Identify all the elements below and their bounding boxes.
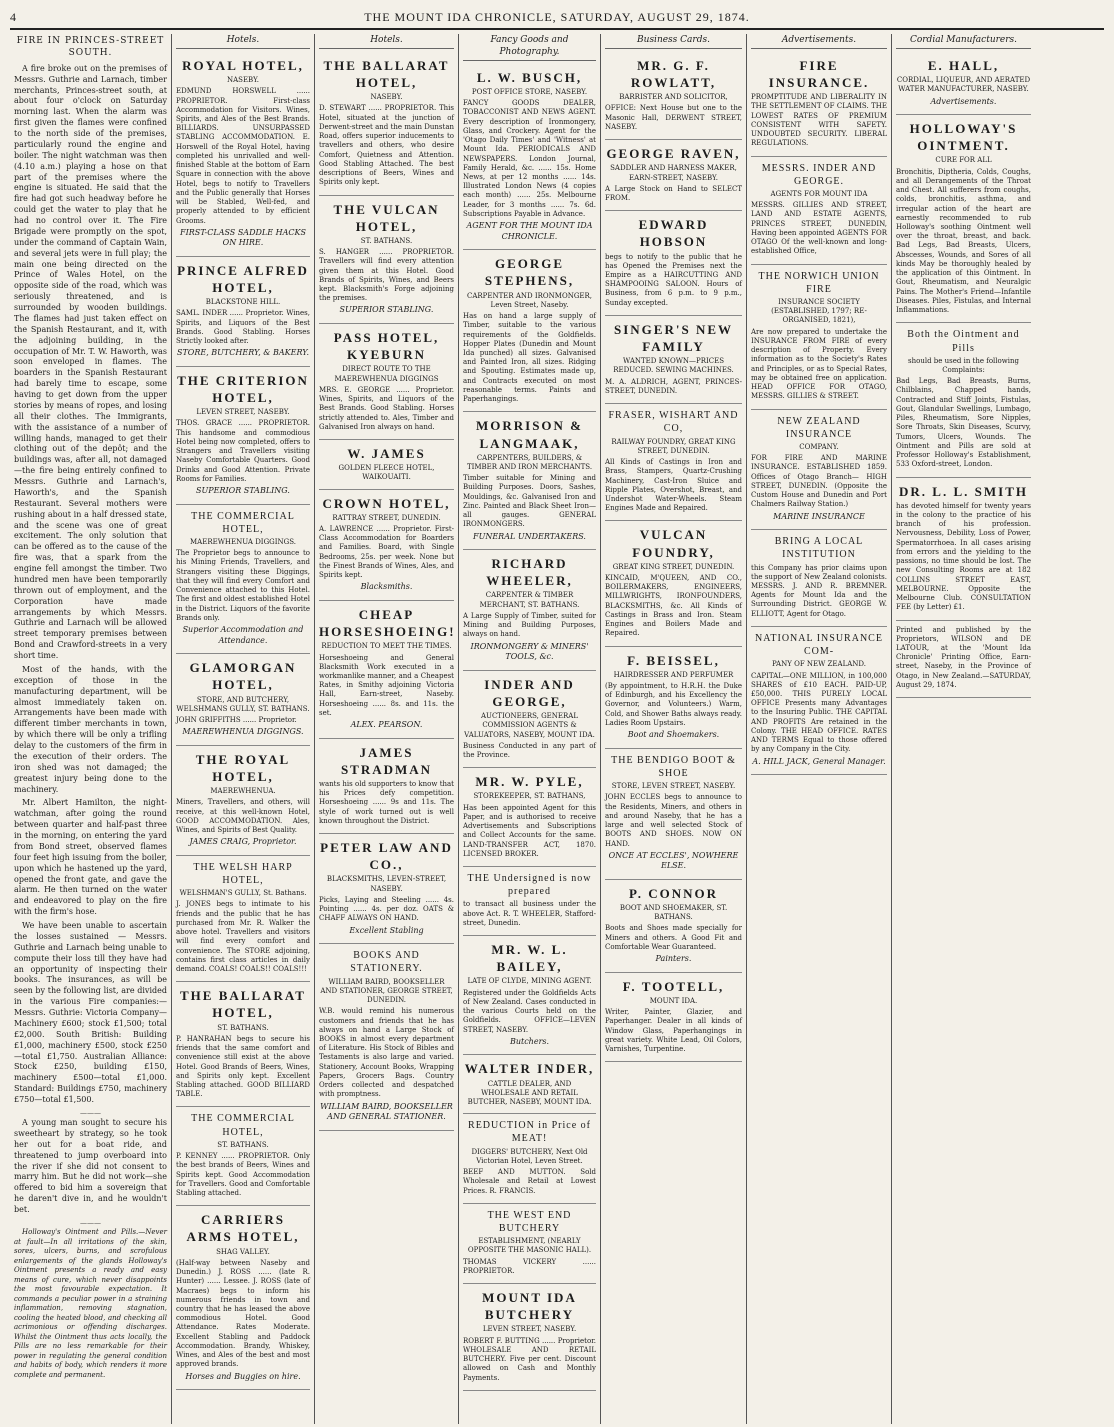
ad-body: Bad Legs, Bad Breasts, Burns, Chilblains, Chapped hands, Contracted and Stiff Joints, Fistulas, Gout, Glandular Swellings, Lumbago, Piles, Rheumatism, Sore Nipples, Sore Throats, Skin Diseases, Scurvy, Tumors, Ulcers, Wounds. The Ointment and Pills are sold at Professor Holloway's Establishment, 533 Oxford-street, London. <box>896 377 1031 469</box>
ad-subtitle: AUCTIONEERS, GENERAL COMMISSION AGENTS & VALUATORS, NASEBY, MOUNT IDA. <box>464 712 595 739</box>
advertisement <box>463 550 596 671</box>
advertisement <box>751 157 887 265</box>
ad-subtitle: STOREKEEPER, ST. BATHANS, <box>473 792 586 801</box>
ad-subtitle: BLACKSTONE HILL. <box>205 298 281 307</box>
ad-subtitle: ST. BATHANS. <box>360 236 413 245</box>
ad-body: (Half-way between Naseby and Dunedin.) J. ROSS ...... (late R. Hunter) ...... Lessee. J. ROSS (late of Macraes) begs to inform his numerous friends in town and country that he has leased the above commodious Hotel. Good Attendance. Rates Moderate. Excellent Stabling and Paddock Accommodation. Brandy, Whiskey, Wines, and Ales of the best and most approved brands. <box>176 1258 310 1369</box>
ad-subtitle: MAEREWHENUA. <box>210 787 276 796</box>
ad-body: JOHN GRIFFITHS ...... Proprietor. <box>176 716 297 724</box>
ad-body: CAPITAL—ONE MILLION, in 100,000 SHARES of £10 EACH. PAID-UP, £50,000. THIS PURELY LOCAL OFFICE Presents many Advantages to the Insuring Public. THE CAPITAL AND PROFITS Are retained in the Colony. THE HEAD OFFICE. RATES AND TERMS Equal to those offered by any Company in the City. <box>751 671 887 754</box>
advertisement <box>751 410 887 531</box>
ad-tagline: SUPERIOR STABLING. <box>196 486 290 496</box>
advertisement <box>751 52 887 157</box>
ad-title: CROWN HOTEL, <box>322 495 451 511</box>
advertisement <box>319 440 454 490</box>
ad-body: this Company has prior claims upon the support of New Zealand colonists. MESSRS. J. AND R. BREMNER. Agents for Mount Ida and the Surrounding District. GEORGE W. ELLIOTT, Agent for Otago. <box>751 563 887 618</box>
column-5 <box>601 34 747 1424</box>
ad-body: SAML. INDER ...... Proprietor. Wines, Spirits, and Liquors of the Best Brands. Good Stabling. Horses Strictly looked after. <box>176 309 310 346</box>
ad-title: SINGER'S NEW FAMILY <box>614 321 733 355</box>
ad-title: L. W. BUSCH, <box>476 69 583 85</box>
ad-subtitle: WANTED KNOWN—PRICES REDUCED. SEWING MACHINES. <box>613 357 734 375</box>
ad-title: WALTER INDER, <box>464 1061 595 1077</box>
advertisement <box>463 671 596 768</box>
ad-tagline: MAEREWHENUA DIGGINGS. <box>182 727 304 737</box>
advertisement <box>319 490 454 601</box>
advertisement <box>319 739 454 834</box>
ad-title: FIRE INSURANCE. <box>768 57 870 91</box>
ad-tagline: Excellent Stabling <box>349 925 424 935</box>
advertisement <box>896 52 1031 115</box>
ad-tagline: ALEX. PEARSON. <box>350 720 423 730</box>
ad-body: Writer, Painter, Glazier, and Paperhanger. Dealer in all kinds of Window Glass, Paperhangings in great variety. White Lead, Oil Colors, Varnishes, Turpentine. <box>605 1008 742 1054</box>
advertisement <box>463 1114 596 1204</box>
advertisement <box>176 257 310 367</box>
ad-subtitle: CURE FOR ALL <box>935 156 992 165</box>
ad-body: PROMPTITUDE AND LIBERALITY IN THE SETTLEMENT OF CLAIMS. THE LOWEST RATES OF PREMIUM CONSISTENT WITH SAFETY. UNDOUBTED SECURITY. LIBERAL REGULATIONS. <box>751 93 887 148</box>
ad-tagline: A. HILL JACK, General Manager. <box>752 756 886 766</box>
ad-title: THE CRITERION HOTEL, <box>177 372 309 406</box>
ad-body: FANCY GOODS DEALER, TOBACCONIST AND NEWS AGENT. Every description of Ironmongery, Glass, and Crockery. Agent for the 'Otago Daily Times' and 'Witness' at Mount Ida. PERIODICALS AND NEWSPAPERS. London Journal, Family Herald, &c. ...... 15s. Home News, at per 12 months ...... 14s. Illustrated London News (4 copies each month) ...... 25s. Melbourne Leader, for 3 months ...... 7s. 6d. Subscriptions Payable in Advance. <box>463 99 596 218</box>
ad-body: Picks, Laying and Steeling ...... 4s. Pointing ...... 4s. per doz. OATS & CHAFF ALWAYS ON HAND. <box>319 895 454 923</box>
ad-body: J. JONES begs to intimate to his friends and the public that he has purchased from Mr. R. Walker the above hotel. Travellers and visitors will find every comfort and convenience. The STORE adjoining, contains first class articles in daily demand. COALS! COALS!! COALS!!! <box>176 900 310 974</box>
ad-title: PRINCE ALFRED HOTEL, <box>177 262 309 296</box>
ad-body: A. LAWRENCE ...... Proprietor. First-Class Accommodation for Boarders and Families. Board, with Single Bedrooms, 25s. per week. None but the Finest Brands of Wines, Ales, and Spirits kept. <box>319 525 454 580</box>
advertisement <box>605 52 742 140</box>
ad-tagline: Boot and Shoemakers. <box>627 730 720 740</box>
advertisement <box>319 944 454 1131</box>
ad-title: THE BENDIGO BOOT & SHOE <box>611 754 736 779</box>
ad-title: INDER AND GEORGE, <box>484 676 575 709</box>
ad-subtitle: should be used in the following Complaints: <box>908 356 1019 374</box>
ad-body: P. KENNEY ...... PROPRIETOR. Only the best brands of Beers, Wines and Spirits kept. Good Accommodation for Travellers. Good and Comfortable Stabling attached. <box>176 1152 310 1198</box>
ad-subtitle: DIRECT ROUTE TO THE MAEREWHENUA DIGGINGS <box>334 365 439 383</box>
advertisement <box>463 1284 596 1391</box>
ad-subtitle: WILLIAM BAIRD, BOOKSELLER AND STATIONER, GEORGE STREET, DUNEDIN. <box>320 977 453 1005</box>
ad-body: Timber suitable for Mining and Building Purposes. Doors, Sashes, Mouldings, &c. Galvanised Iron and Zinc. Painted and Black Sheet Iron—all gauges. GENERAL IRONMONGERS. <box>463 474 596 529</box>
column-3 <box>315 34 459 1424</box>
advertisement <box>176 52 310 257</box>
advertisement <box>176 746 310 856</box>
article-paragraph: We have been unable to ascertain the losses sustained — Messrs. Guthrie and Larnach being unable to compute their loss till they have had an opportunity of inspecting their books. The insurances, as will be seen by the following list, are divided in the various Fire companies:—Messrs. Guthrie: Victoria Company—Machinery £600; stock £1,500; total £2,000. South British: Building £1,000, machinery £500, stock £250—total £1,750. Australian Alliance: Stock £250, building £150, machinery £500—total £1,000. Standard: Buildings £750, machinery £750—total £1,500. <box>14 921 167 1104</box>
ad-title: DR. L. L. SMITH <box>899 483 1028 499</box>
column-header: Hotels. <box>176 35 310 49</box>
ad-subtitle: ST. BATHANS. <box>217 1023 269 1032</box>
advertisement <box>896 478 1031 621</box>
ad-title: HOLLOWAY'S OINTMENT. <box>909 121 1018 154</box>
ad-subtitle: NASEBY. <box>226 76 260 85</box>
advertisement <box>605 316 742 404</box>
advertisement <box>319 834 454 944</box>
ad-title: GEORGE STEPHENS, <box>484 256 575 289</box>
advertisement <box>751 530 887 627</box>
ad-list <box>319 52 454 1131</box>
ad-subtitle: MAEREWHENUA DIGGINGS. <box>189 538 297 547</box>
ad-subtitle: REDUCTION TO MEET THE TIMES. <box>321 642 452 651</box>
ad-title: P. CONNOR <box>628 885 719 901</box>
advertisement <box>463 867 596 936</box>
ad-list <box>176 52 310 1390</box>
ad-title: E. HALL, <box>927 57 1000 73</box>
ad-title: THE BALLARAT HOTEL, <box>180 988 306 1021</box>
ad-subtitle: BLACKSMITHS, LEVEN-STREET, NASEBY. <box>326 875 447 893</box>
page-number: 4 <box>10 9 17 24</box>
ad-title: THE WEST END BUTCHERY <box>487 1209 572 1234</box>
advertisement <box>751 265 887 410</box>
column-header: Advertisements. <box>751 35 887 49</box>
article-paragraph: A young man sought to secure his sweetheart by strategy, so he took her out for a boat ride, and threatened to jump overboard into the river if she did not consent to marry him. But he did not work—she offered to bid him a sovereign that he daren't dive in, and he wouldn't bet. <box>14 1118 167 1215</box>
advertisement <box>751 627 887 775</box>
ad-title: THE COMMERCIAL HOTEL, <box>191 510 295 535</box>
ad-body: Has on hand a large supply of Timber, suitable to the various requirements of the Goldfields. Hopper Plates (Dunedin and Mount Ida punched) all sizes. Galvanised and Painted Iron, all sizes. Ridging and Spouting. Estimates made up, and Contracts executed on most reasonable terms. Paints and Paperhangings. <box>463 312 596 404</box>
article-headline: FIRE IN PRINCES-STREET SOUTH. <box>16 36 165 58</box>
ad-title: THE ROYAL HOTEL, <box>195 751 291 784</box>
ad-tagline: Painters. <box>655 954 692 964</box>
advertisement <box>896 323 1031 477</box>
ad-body: OFFICE: Next House but one to the Masonic Hall, DERWENT STREET, NASEBY. <box>605 104 742 131</box>
ad-body: P. HANRAHAN begs to secure his friends that the same comfort and convenience still exist at the above Hotel. Good Brands of Beers, Wines, and Spirits only kept. Excellent Stabling attached. GOOD BILLIARD TABLE. <box>176 1034 310 1099</box>
ad-subtitle: ST. BATHANS. <box>217 1140 269 1149</box>
advertisement <box>605 880 742 973</box>
advertisement <box>463 412 596 550</box>
ad-body: MESSRS. GILLIES AND STREET, LAND AND ESTATE AGENTS, PRINCES STREET, DUNEDIN, Having been appointed AGENTS FOR OTAGO Of the well-known and long-established Office, <box>751 201 887 256</box>
ad-body: wants his old supporters to know that his Prices defy competition. Horseshoeing ...... 9s and 11s. The style of work turned out is well known throughout the District. <box>319 780 454 825</box>
ad-title: GLAMORGAN HOTEL, <box>189 660 297 693</box>
advertisement <box>896 621 1031 699</box>
ad-body: Business Conducted in any part of the Province. <box>463 741 596 759</box>
advertisement <box>463 768 596 867</box>
ad-title: GEORGE RAVEN, <box>606 146 741 162</box>
advertisement <box>605 521 742 646</box>
ad-body: THOMAS VICKERY ...... PROPRIETOR. <box>463 1257 596 1275</box>
advertisement <box>463 1055 596 1114</box>
ad-subtitle: MOUNT IDA. <box>649 996 698 1005</box>
advertisement <box>463 64 596 251</box>
advertisement <box>605 647 742 749</box>
ad-subtitle: NASEBY. <box>370 93 403 102</box>
ad-subtitle: GOLDEN FLEECE HOTEL, WAIKOUAITI. <box>338 464 435 482</box>
ad-subtitle: DIGGERS' BUTCHERY, Next Old Victorian Hotel, Leven Street. <box>471 1147 588 1165</box>
ad-title: THE COMMERCIAL HOTEL, <box>191 1113 295 1138</box>
ad-body: THOS. GRACE ...... PROPRIETOR. This handsome and commodious Hotel being now completed, offers to Strangers and Travellers visiting Naseby Comfortable Quarters. Good Drinks and Good Attention. Private Rooms for Families. <box>176 419 310 483</box>
advertisement <box>176 1206 310 1390</box>
ad-subtitle: LEVEN STREET, NASEBY. <box>482 1325 577 1334</box>
ad-title: VULCAN FOUNDRY, <box>632 527 715 560</box>
advertisement <box>176 982 310 1107</box>
ad-title: MR. W. L. BAILEY, <box>491 942 568 975</box>
ad-subtitle: CARPENTERS, BUILDERS, & TIMBER AND IRON MERCHANTS. <box>466 453 593 471</box>
ad-subtitle: STORE, AND BUTCHERY, WELSHMANS GULLY, ST. BATHANS. <box>176 695 310 713</box>
ad-body: Are now prepared to undertake the INSURANCE FROM FIRE of every description of Property. Every information as to the Society's Rates and Principles, or as to Special Rates, may be obtained free on application. HEAD OFFICE FOR OTAGO, MESSRS. GILLIES & STREET. <box>751 327 887 401</box>
ad-subtitle: AGENTS FOR MOUNT IDA <box>770 189 868 198</box>
advertisement <box>463 1204 596 1284</box>
ad-tagline: AGENT FOR THE MOUNT IDA CHRONICLE. <box>466 221 593 241</box>
ad-body: All Kinds of Castings in Iron and Brass, Stampers, Quartz-Crushing Machinery, Cast-Iron Sluice and Ripple Plates, Overshot, Breast, and Undershot Water-Wheels. Steam Engines Made and Repaired. <box>605 458 742 513</box>
ad-subtitle: POST OFFICE STORE, NASEBY. <box>471 87 588 96</box>
advertisement <box>176 654 310 746</box>
ad-title: BRING A LOCAL INSTITUTION <box>774 536 864 561</box>
ad-title: THE VULCAN HOTEL, <box>333 201 440 234</box>
ad-title: REDUCTION in Price of MEAT! <box>468 1120 591 1145</box>
ad-subtitle: WELSHMAN'S GULLY, St. Bathans. <box>179 889 307 898</box>
ad-title: THE NORWICH UNION FIRE <box>758 270 880 295</box>
ad-subtitle: GREAT KING STREET, DUNEDIN. <box>612 562 735 571</box>
ad-tagline: STORE, BUTCHERY, & BAKERY. <box>176 348 310 358</box>
ad-title: ROYAL HOTEL, <box>182 57 304 73</box>
ad-body: KINCAID, M'QUEEN, AND CO., BOILERMAKERS, ENGINEERS, MILLWRIGHTS, IRONFOUNDERS, BLACKSMITHS, &c. All Kinds of Castings in Brass and Iron. Steam Engines and Boilers Made and Repaired. <box>605 573 742 638</box>
ad-body: Registered under the Goldfields Acts of New Zealand. Cases conducted in the various Courts held on the Goldfields. OFFICE—LEVEN STREET, NASEBY. <box>463 988 596 1034</box>
ad-body: S. HANGER ...... PROPRIETOR. Travellers will find every attention given them at this Hotel. Good Brands of Spirits, Wines, and Beers kept. Blacksmith's Forge adjoining the premises. <box>319 248 454 303</box>
advertisement <box>176 1107 310 1206</box>
divider: ——— <box>80 1218 101 1227</box>
ad-title: F. TOOTELL, <box>622 978 725 994</box>
column-header: Business Cards. <box>605 35 742 49</box>
advertisement <box>176 505 310 655</box>
ad-title: CARRIERS ARMS HOTEL, <box>186 1212 300 1245</box>
ad-tagline: MARINE INSURANCE <box>773 511 865 521</box>
ad-title: PETER LAW AND CO., <box>320 840 453 873</box>
advertisement <box>605 404 742 521</box>
ad-subtitle: PANY OF NEW ZEALAND. <box>771 660 866 669</box>
ad-body: JOHN ECCLES begs to announce to the Residents, Miners, and others in and around Naseby, that he has a large and well selected Stock of BOOTS AND SHOES. NOW ON HAND. <box>605 793 742 848</box>
column-7 <box>892 34 1035 1424</box>
ad-list <box>896 52 1031 698</box>
ad-body: A Large Stock on Hand to SELECT FROM. <box>605 184 742 202</box>
ad-tagline: FIRST-CLASS SADDLE HACKS ON HIRE. <box>180 227 306 248</box>
ad-tagline: Advertisements. <box>930 96 997 106</box>
ad-subtitle: INSURANCE SOCIETY (ESTABLISHED, 1797; RE-ORGANISED, 1821), <box>771 297 867 325</box>
advertisement <box>463 936 596 1055</box>
ad-title: F. BEISSEL, <box>627 652 720 668</box>
ad-body: M. A. ALDRICH, AGENT, PRINCES-STREET, DUNEDIN. <box>605 377 742 395</box>
ad-body: MRS. E. GEORGE ...... Proprietor. Wines, Spirits, and Liquors of the Best Brands. Good Stabling. Horses strictly attended to. Ales, Timber and Galvanised Iron always on hand. <box>319 385 454 431</box>
advertisement <box>319 324 454 440</box>
ad-tagline: Horses and Buggies on hire. <box>185 1371 301 1381</box>
masthead-title: THE MOUNT IDA CHRONICLE, SATURDAY, AUGUST 29, 1874. <box>364 9 750 24</box>
ad-body: Boots and Shoes made specially for Miners and others. A Good Fit and Comfortable Wear Guaranteed. <box>605 924 742 951</box>
ad-list <box>751 52 887 775</box>
article-paragraph: A fire broke out on the premises of Messrs. Guthrie and Larnach, timber merchants, Princes-street south, at about four o'clock on Saturday morning last. When the alarm was first given the flames were confined to the north side of the premises, particularly round the engine and boiler. The night watchman was then (4.10 a.m.) playing a hose on that part of the premises where the engine is situated. He said that the fire had got such headway before he could get the water to play that he had no control over it. The Fire Brigade were promptly on the spot, under the command of Captain Wain, and several jets were in full play; the main one being directed on the Prince of Wales Hotel, on the opposite side of the road, which was seriously threatened, and is surrounded by wooden buildings. The flames had just taken effect on the Spanish Restaurant, and it, with the adjoining building, in the occupation of Mr. T. W. Haworth, was soon enveloped in flames. The boarders in the Spanish Restaurant had barely time to escape, some having to get down from the upper stories by means of ropes, and losing all their clothes. The Immigrants, with the assistance of a number of willing hands, managed to get their clothing out of the depôt; and the buildings was, after all, not damaged—the fire being entirely confined to Messrs. Guthrie and Larnach's, Haworth's, and the Spanish Restaurant. Several mothers were rushing about in a half dressed state, and the scene was one of great excitement. The only solution that can be offered as to the cause of the fire was, that a spark from the engine fell amongst the timber. Two hundred men have been temporarily thrown out of employment, and the Corporation have made arrangements by which Messrs. Guthrie and Larnach will be allowed street temporary premises between Bond and Crawford-streets in a very short time. <box>14 63 167 660</box>
ad-body: FOR FIRE AND MARINE INSURANCE. ESTABLISHED 1859. Offices of Otago Branch— HIGH STREET, DUNEDIN. (Opposite the Custom House and Dunedin and Port Chalmers Railway Station.) <box>751 454 887 509</box>
ad-title: W. JAMES <box>347 445 426 461</box>
ad-tagline: FUNERAL UNDERTAKERS. <box>473 531 586 541</box>
ad-body: D. STEWART ...... PROPRIETOR. This Hotel, situated at the junction of Derwent-street and the main Dunstan Road, offers superior inducements to travellers and others, who desire Comfort, Quietness and Attention. Good Stabling Attached. The best descriptions of Beers, Wines and Spirits only kept. <box>319 104 454 187</box>
ad-body: has devoted himself for twenty years in the colony to the practice of his branch of his profession. Nervousness, Debility, Loss of Power, Spermatorrhoea. In all cases arising from errors and the yielding to the passions, no time should be lost. The new Consulting Rooms are at 182 COLLINS STREET EAST, MELBOURNE. Opposite the Melbourne Club. CONSULTATION FEE (by Letter) £1. <box>896 501 1031 612</box>
ad-title: MOUNT IDA BUTCHERY <box>482 1290 577 1323</box>
ad-body: Horseshoeing and General Blacksmith Work executed in a workmanlike manner, and a Cheapest Rates, in Smithy adjoining Victoria Hall, Earn-street, Naseby. Horseshoeing ...... 8s. and 11s. the set. <box>319 653 454 717</box>
ad-body: (By appointment, to H.R.H. the Duke of Edinburgh, and his Excellency the Governor, and Volunteers.) Warm, Cold, and Shower Baths always ready. Ladies Room Upstairs. <box>605 682 742 727</box>
ad-subtitle: CARPENTER AND IRONMONGER, Leven Street, Naseby. <box>466 291 593 309</box>
ad-body: Printed and published by the Proprietors, WILSON and DE LATOUR, at the 'Mount Ida Chronicle' Printing Office, Earn-street, Naseby, in the Province of Otago, in New Zealand.—SATURDAY, August 29, 1874. <box>896 625 1031 689</box>
ad-tagline: SUPERIOR STABLING. <box>339 305 434 315</box>
ad-title: NEW ZEALAND INSURANCE <box>777 415 861 440</box>
ad-subtitle: CATTLE DEALER, AND WHOLESALE AND RETAIL BUTCHER, NASEBY, MOUNT IDA. <box>467 1079 592 1106</box>
column-2 <box>172 34 315 1424</box>
advertisement <box>605 973 742 1063</box>
ad-title: JAMES STRADMAN <box>340 744 433 777</box>
ad-tagline: JAMES CRAIG, Proprietor. <box>189 837 297 847</box>
divider: ——— <box>80 1108 101 1117</box>
ad-title: MR. G. F. ROWLATT, <box>630 57 717 91</box>
ad-body: Bronchitis, Diptheria, Colds, Coughs, and all Derangements of the Throat and Chest. All sufferers from coughs, colds, bronchitis, asthma, and irregular action of the heart are earnestly recommended to rub Holloway's soothing Ointment well over the throat, breast, and back. Bad Legs, Bad Breasts, Ulcers, Abscesses, Wounds, and Sores of all kinds May be thoroughly healed by the application of this Ointment. In Gout, Rheumatism, and Neuralgic Pains. The Mother's Friend—Infantile Diseases. Piles, Fistulas, and Internal Inflammations. <box>896 167 1031 315</box>
ad-body: Miners, Travellers, and others, will receive, at this well-known Hotel, GOOD ACCOMMODATION. Ales, Wines, and Spirits of Best Quality. <box>176 798 310 835</box>
ad-title: EDWARD HOBSON <box>638 217 709 250</box>
ad-list <box>463 64 596 1391</box>
column-header: Cordial Manufacturers. <box>896 35 1031 49</box>
ad-title: MESSRS. INDER AND GEORGE. <box>761 162 877 187</box>
column-header: Fancy Goods and Photography. <box>463 35 596 61</box>
article-paragraph: Most of the hands, with the exception of those in the manufacturing department, will be almost immediately taken on. Arrangements have been made with different timber merchants in town, by which there will be only a trifling delay to the customers of the firm in the execution of their orders. The iron shed was not damaged; the greatest injury being done to the machinery. <box>14 664 167 794</box>
ad-title: THE WELSH HARP HOTEL, <box>193 861 293 886</box>
advertisement <box>463 250 596 412</box>
columns <box>10 34 1104 1424</box>
advertisement <box>605 211 742 316</box>
ad-body: EDMUND HORSWELL ...... PROPRIETOR. First-class Accommodation for Visitors. Wines, Spirits, and Ales of the Best Brands. BILLIARDS. UNSURPASSED STABLING ACCOMMODATION. E. Horswell of the Royal Hotel, having completed his unrivalled and well-finished Stable at the bottom of Earn Square in connection with the above Hotel, begs to notify to Travellers and the Public generally that Horses will be Stabled, Well-fed, and properly attended to by efficient Grooms. <box>176 87 310 225</box>
advertisement <box>605 140 742 211</box>
ad-tagline: Blacksmiths. <box>360 582 413 592</box>
ad-body: BEEF AND MUTTON. Sold Wholesale and Retail at Lowest Prices. R. FRANCIS. <box>463 1168 596 1195</box>
ad-subtitle: LEVEN STREET, NASEBY. <box>196 408 290 417</box>
ad-subtitle: RATTRAY STREET, DUNEDIN. <box>332 513 441 522</box>
ad-subtitle: CARPENTER & TIMBER MERCHANT, ST. BATHANS. <box>479 591 580 609</box>
ad-list <box>605 52 742 1062</box>
ad-tagline: Superior Accommodation and Attendance. <box>182 625 304 645</box>
article-paragraph: Mr. Albert Hamilton, the night-watchman, after going the round between quarter and half-past three in the morning, on entering the yard from Bond street, observed flames four feet high issuing from the boiler, upon which he hastened up the yard, opened the front gate, and gave the alarm. He then turned on the water and endeavored to play on the fire with the firm's hose. <box>14 798 167 917</box>
ad-title: Both the Ointment and Pills <box>907 329 1020 354</box>
ad-subtitle: BOOT AND SHOEMAKER, ST. BATHANS. <box>619 904 728 922</box>
advertisement <box>319 196 454 325</box>
ad-subtitle: STORE, LEVEN STREET, NASEBY. <box>611 782 736 791</box>
ad-title: CHEAP HORSESHOEING! <box>319 606 456 640</box>
advertisement <box>319 52 454 196</box>
ad-title: MORRISON & LANGMAAK, <box>475 418 584 451</box>
advertisement <box>605 749 742 880</box>
ad-title: THE BALLARAT HOTEL, <box>323 57 450 91</box>
advertisement <box>176 367 310 505</box>
ad-subtitle: BARRISTER AND SOLICITOR, <box>619 93 728 102</box>
ad-subtitle: LATE OF CLYDE, MINING AGENT. <box>467 977 592 986</box>
ad-subtitle: COMPANY. <box>799 442 839 451</box>
ad-body: The Proprietor begs to announce to his Mining Friends, Travellers, and Strangers visiting these Diggings, that they will find every Comfort and Convenience attached to this Hotel. The first and oldest established Hotel in the District. Liquors of the favorite Brands only. <box>176 549 310 622</box>
ad-subtitle: ESTABLISHMENT, (NEARLY OPPOSITE THE MASONIC HALL). <box>467 1237 592 1255</box>
ad-tagline: WILLIAM BAIRD, BOOKSELLER AND GENERAL STATIONER. <box>320 1101 453 1122</box>
ad-subtitle: CORDIAL, LIQUEUR, AND AERATED WATER MANUFACTURER, NASEBY. <box>896 76 1031 94</box>
ad-body: A Large Supply of Timber, suited for Mining and Building Purposes, always on hand. <box>463 611 596 639</box>
column-4 <box>459 34 601 1424</box>
ad-title: THE Undersigned is now prepared <box>467 873 592 898</box>
ad-tagline: Butchers. <box>509 1036 550 1046</box>
column-header: Hotels. <box>319 35 454 49</box>
ad-tagline: ONCE AT ECCLES', NOWHERE ELSE. <box>608 850 739 871</box>
ad-tagline: IRONMONGERY & MINERS' TOOLS, &c. <box>470 641 589 662</box>
ad-body: begs to notify to the public that he has Opened the Premises next the Empire as a HAIRCUTTING AND SHAMPOOING SALOON. Hours of Business, from 6 p.m. to 9 p.m., Sunday excepted. <box>605 252 742 307</box>
ad-title: FRASER, WISHART AND CO, <box>608 410 739 435</box>
ad-subtitle: HAIRDRESSER AND PERFUMER <box>613 670 734 679</box>
ad-body: W.B. would remind his numerous customers and friends that he has always on hand a Large Stock of BOOKS in almost every department of Literature. His Stock of Bibles and Testaments is also large and varied. Stationery, Account Books, Wrapping Papers, Grocers Bags. Country Orders collected and despatched with promptness. <box>319 1007 454 1099</box>
ad-title: NATIONAL INSURANCE COM- <box>755 632 883 658</box>
advertisement <box>319 601 454 739</box>
ad-title: RICHARD WHEELER, <box>486 556 573 589</box>
ad-body: to transact all business under the above Act. R. T. WHEELER, Stafford-street, Dunedin. <box>463 900 596 927</box>
ad-subtitle: RAILWAY FOUNDRY, GREAT KING STREET, DUNEDIN. <box>611 437 736 455</box>
column-1-article <box>10 34 172 1424</box>
holloway-note: Holloway's Ointment and Pills.—Never at fault—In all irritations of the skin, sores, ulcers, burns, and scrofulous enlargements of the glands Holloway's Ointment presents a ready and easy means of cure, which never disappoints the most favourable expectation. It commands a peculiar power in a straining inflammation, removing stagnation, cooling the heated blood, and checking all acrimonious or offending discharges. Whilst the Ointment thus acts locally, the Pills are no less remarkable for their power in regulating the general condition and habits of body, which renders it more complete and permanent. <box>14 1228 167 1379</box>
ad-title: MR. W. PYLE, <box>475 774 584 790</box>
ad-body: Has been appointed Agent for this Paper, and is authorised to receive Advertisements and Subscriptions and Collect Accounts for the same. LAND-TRANSFER ACT, 1870. LICENSED BROKER. <box>463 803 596 858</box>
advertisement <box>176 856 310 982</box>
column-6 <box>747 34 892 1424</box>
ad-body: ROBERT F. BUTTING ...... Proprietor. WHOLESALE AND RETAIL BUTCHERY. Five per cent. Discount allowed on Cash and Monthly Payments. <box>463 1336 596 1382</box>
advertisement <box>896 115 1031 323</box>
ad-title: PASS HOTEL, KYEBURN <box>333 330 440 363</box>
ad-title: BOOKS AND STATIONERY. <box>350 950 423 975</box>
masthead <box>10 6 1104 30</box>
ad-subtitle: SHAG VALLEY. <box>216 1247 270 1256</box>
ad-subtitle: SADDLER AND HARNESS MAKER, EARN-STREET, NASEBY. <box>610 164 737 182</box>
